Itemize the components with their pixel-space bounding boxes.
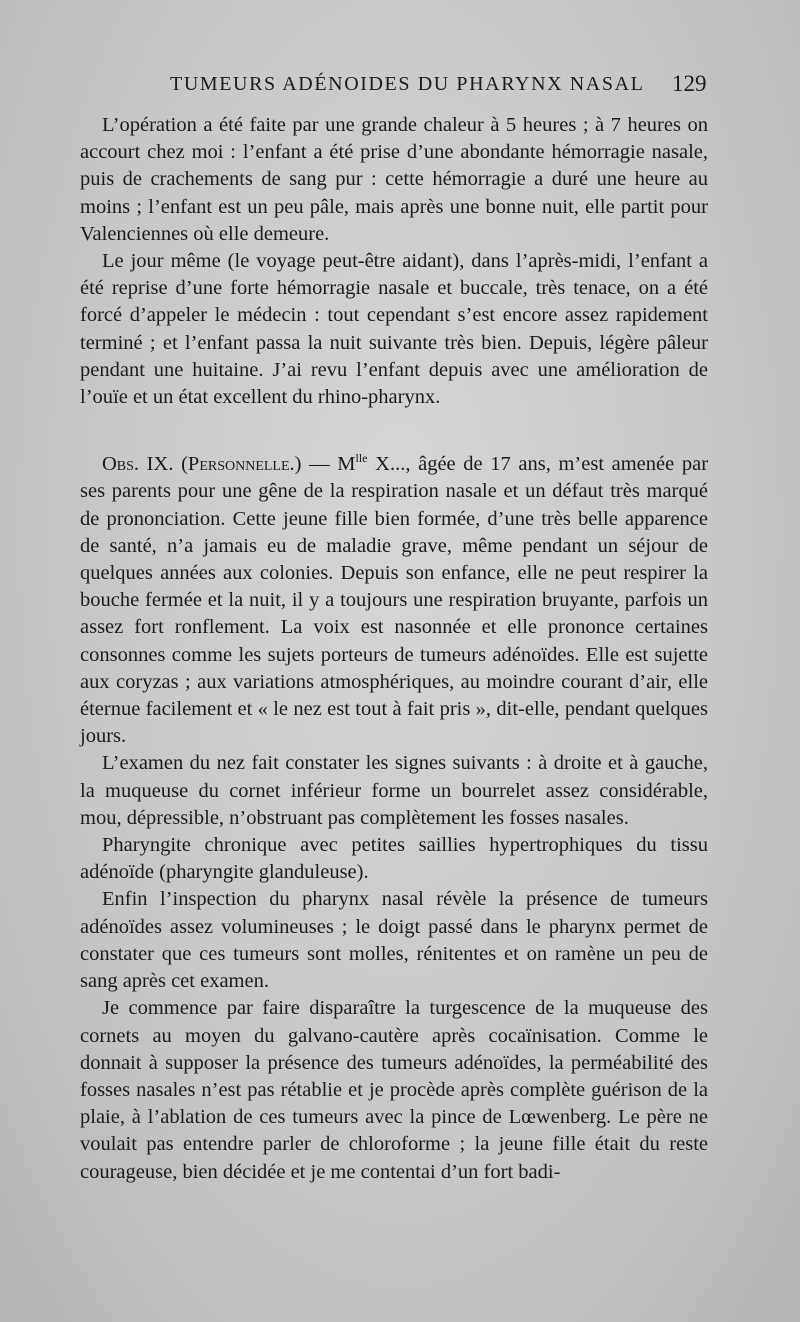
body-text [80,112,708,1186]
observation-paragraph [80,445,708,750]
paragraph: L’opération a été faite par une grande chaleur à 5 heures ; à 7 heures on accourt chez moi : l’enfant a été prise d’une abondante hémorragie nasale, puis de crachements de sang pur : cette hémorragie a duré une heure au moins ; l’enfant est un peu pâle, mais après une bonne nuit, elle partit pour Valenciennes où elle demeure. [80,114,708,245]
paragraph: Enfin l’inspection du pharynx nasal révèle la présence de tumeurs adénoïdes assez volumineuses ; le doigt passé dans le pharynx permet de constater que ces tumeurs sont molles, rénitentes et on ramène un peu de sang après cet examen. [80,888,708,993]
observation-text: X..., âgée de 17 ans, m’est amenée par ses parents pour une gêne de la respiration nasale et un défaut très marqué de prononciation. Cette jeune fille bien formée, d’une très belle apparence de santé, n’a jamais eu de maladie grave, même pendant un séjour de quelques années aux colonies. Depuis son enfance, elle ne peut respirer la bouche fermée et la nuit, il y a toujours une respiration bruyante, parfois un assez fort ronflement. La voix est nasonnée et elle prononce certaines consonnes comme les sujets porteurs de tumeurs adénoïdes. Elle est sujette aux coryzas ; aux variations atmosphériques, au moindre courant d’air, elle éternue facilement et « le nez est tout à fait pris », dit-elle, pendant quelques jours. [80,453,709,748]
patient-title-superscript: lle [355,451,368,466]
paragraph: Le jour même (le voyage peut-être aidant), dans l’après-midi, l’enfant a été reprise d’une forte hémorragie nasale et buccale, très tenace, on a été forcé d’appeler le médecin : tout cependant s’est encore assez rapidement terminé ; et l’enfant passa la nuit suivante très bien. Depuis, légère pâleur pendant une huitaine. J’ai revu l’enfant depuis avec une amélioration de l’ouïe et un état excellent du rhino-pharynx. [80,250,708,409]
page-number: 129 [672,71,707,96]
paragraph: L’examen du nez fait constater les signes suivants : à droite et à gauche, la muqueuse du cornet inférieur forme un bourrelet assez considérable, mou, dépressible, n’obstruant pas complètement les fosses nasales. [80,752,708,829]
paragraph: Je commence par faire disparaître la turgescence de la muqueuse des cornets au moyen du galvano-cautère après cocaïnisation. Comme le donnait à supposer la présence des tumeurs adénoïdes, la perméabilité des fosses nasales n’est pas rétablie et je procède après complète guérison de la plaie, à l’ablation de ces tumeurs avec la pince de Lœwenberg. Le père ne voulait pas entendre parler de chloroforme ; la jeune fille était du reste courageuse, bien décidée et je me contentai d’un fort badi- [80,997,708,1183]
observation-type: (Personnelle.) [181,453,302,476]
paragraph: Pharyngite chronique avec petites saillies hypertrophiques du tissu adénoïde (pharyngite glanduleuse). [80,834,708,884]
observation-dash: — [309,453,330,476]
patient-title: M [337,453,356,476]
running-title: TUMEURS ADÉNOIDES DU PHARYNX NASAL [170,73,645,95]
section-gap [80,411,708,445]
page-header [0,68,800,100]
observation-label: Obs. IX. [102,453,174,476]
